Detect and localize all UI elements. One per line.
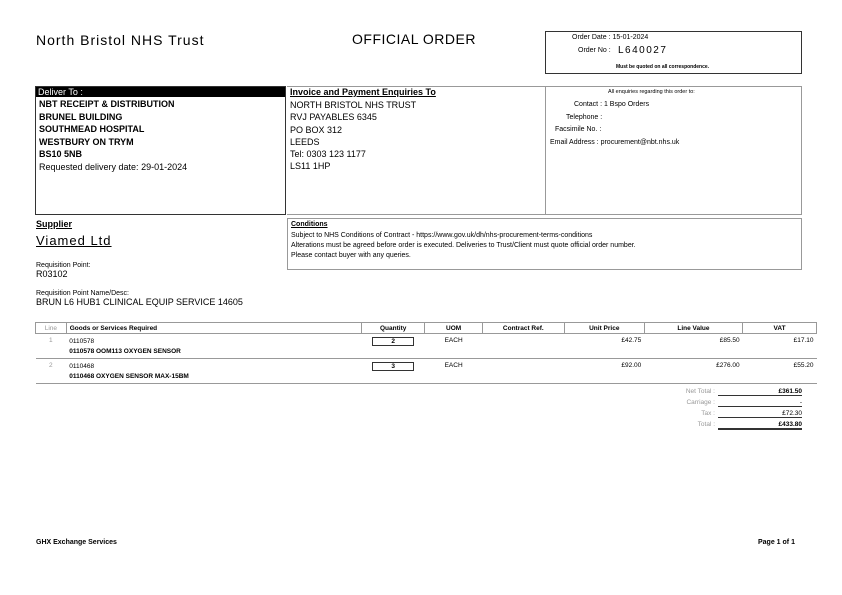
- column-header: UOM: [425, 323, 482, 334]
- facsimile: Facsimile No. :: [555, 126, 602, 133]
- column-header: Line Value: [644, 323, 742, 334]
- footer-left: GHX Exchange Services: [36, 539, 117, 546]
- vat: £17.10: [743, 334, 817, 359]
- requested-delivery-date: Requested delivery date: 29-01-2024: [39, 162, 188, 172]
- requisition-point-name-label: Requisition Point Name/Desc:: [36, 290, 129, 297]
- requisition-point: R03102: [36, 269, 68, 279]
- invoice-box: [287, 86, 545, 215]
- conditions-heading: Conditions: [291, 221, 328, 228]
- tax-value: £72.30: [718, 410, 802, 418]
- supplier-name: Viamed Ltd: [36, 233, 112, 248]
- order-info-box: [545, 31, 802, 74]
- page-number: Page 1 of 1: [758, 539, 795, 546]
- enquiries-heading: All enquiries regarding this order to:: [608, 89, 695, 95]
- carriage-row: [640, 399, 805, 410]
- order-items-table: [35, 322, 817, 384]
- uom: EACH: [425, 334, 482, 359]
- enquiries-box: [545, 86, 802, 215]
- item-description: 0110468 OXYGEN SENSOR MAX-15BM: [69, 373, 189, 380]
- column-header: VAT: [743, 323, 817, 334]
- invoice-line: LEEDS: [290, 136, 320, 147]
- condition-line: Subject to NHS Conditions of Contract - https://www.gov.uk/dh/nhs-procurement-terms-conditions: [291, 232, 593, 239]
- order-date: Order Date : 15-01-2024: [572, 34, 649, 41]
- condition-line: Alterations must be agreed before order is executed. Deliveries to Trust/Client must quote official order number.: [291, 242, 636, 249]
- invoice-line: NORTH BRISTOL NHS TRUST: [290, 100, 417, 110]
- column-header: Unit Price: [564, 323, 644, 334]
- item-code: 0110468: [69, 363, 95, 370]
- deliver-line: NBT RECEIPT & DISTRIBUTION: [39, 99, 175, 109]
- net-total-label: Net Total :: [685, 388, 715, 395]
- net-total-row: [640, 388, 805, 399]
- invoice-line: RVJ PAYABLES 6345: [290, 112, 377, 123]
- total-label: Total :: [697, 421, 715, 428]
- contract-ref: [482, 359, 564, 384]
- carriage-label: Carriage :: [686, 399, 715, 406]
- quantity: 2: [372, 337, 414, 346]
- unit-price: £42.75: [564, 334, 644, 359]
- contact: Contact : 1 Bspo Orders: [574, 101, 650, 108]
- column-header: Contract Ref.: [482, 323, 564, 334]
- supplier-heading: Supplier: [36, 219, 73, 229]
- net-total-value: £361.50: [718, 388, 802, 396]
- unit-price: £92.00: [564, 359, 644, 384]
- organisation-name: North Bristol NHS Trust: [36, 32, 205, 48]
- tax-label: Tax :: [701, 410, 715, 417]
- table-header-row: [36, 323, 817, 334]
- uom: EACH: [425, 359, 482, 384]
- condition-line: Please contact buyer with any queries.: [291, 252, 411, 259]
- order-number: L640027: [618, 45, 668, 56]
- total-value: £433.80: [718, 421, 802, 430]
- line-number: 2: [36, 359, 67, 384]
- deliver-line: BS10 5NB: [39, 149, 83, 159]
- deliver-address: [39, 98, 175, 161]
- totals-block: [640, 388, 805, 432]
- column-header: Quantity: [361, 323, 425, 334]
- deliver-line: BRUNEL BUILDING: [39, 111, 123, 122]
- invoice-line: PO BOX 312: [290, 124, 343, 135]
- deliver-to-box: [35, 86, 286, 215]
- deliver-line: SOUTHMEAD HOSPITAL: [39, 124, 145, 134]
- line-value: £276.00: [644, 359, 742, 384]
- item-description: 0110578 OOM113 OXYGEN SENSOR: [69, 348, 181, 355]
- item-code: 0110578: [69, 338, 95, 345]
- table-row: [36, 359, 817, 384]
- conditions-text: [291, 231, 636, 261]
- document-title: OFFICIAL ORDER: [352, 31, 476, 47]
- column-header: Goods or Services Required: [66, 323, 361, 334]
- invoice-line: LS11 1HP: [290, 161, 331, 172]
- order-number-label: Order No :: [578, 47, 611, 54]
- line-value: £85.50: [644, 334, 742, 359]
- conditions-box: [287, 218, 802, 270]
- deliver-to-heading: Deliver To :: [38, 87, 83, 97]
- vat: £55.20: [743, 359, 817, 384]
- total-row: [640, 421, 805, 432]
- column-header: Line: [36, 323, 67, 334]
- order-note: Must be quoted on all correspondence.: [616, 64, 710, 70]
- invoice-heading: Invoice and Payment Enquiries To: [290, 87, 436, 97]
- requisition-point-label: Requisition Point:: [36, 262, 91, 269]
- quantity: 3: [372, 362, 414, 371]
- carriage-value: -: [718, 399, 802, 407]
- invoice-line: Tel: 0303 123 1177: [290, 149, 366, 160]
- telephone: Telephone :: [566, 114, 603, 121]
- deliver-line: WESTBURY ON TRYM: [39, 136, 134, 147]
- requisition-point-name: BRUN L6 HUB1 CLINICAL EQUIP SERVICE 14605: [36, 297, 243, 307]
- invoice-address: [290, 99, 416, 173]
- tax-row: [640, 410, 805, 421]
- contract-ref: [482, 334, 564, 359]
- email-address: Email Address : procurement@nbt.nhs.uk: [550, 139, 680, 146]
- table-row: [36, 334, 817, 359]
- line-number: 1: [36, 334, 67, 359]
